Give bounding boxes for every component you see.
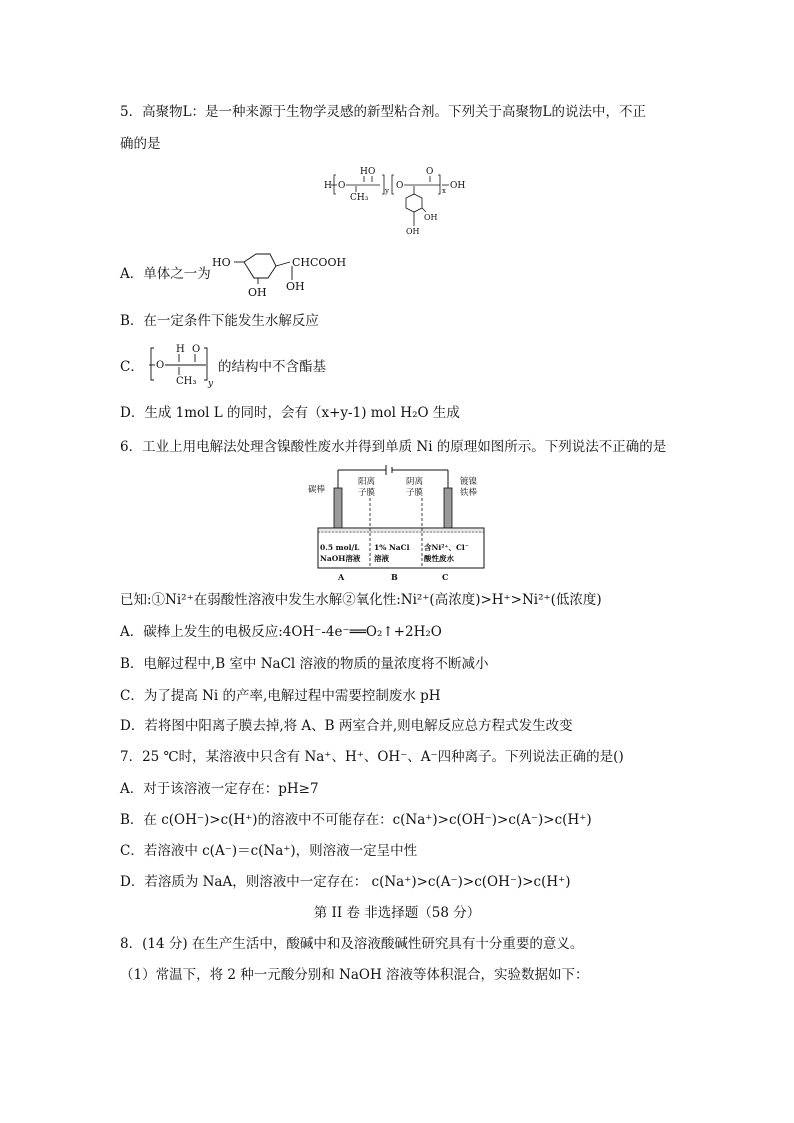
polymer-x: x	[442, 187, 446, 195]
polymer-structure	[320, 160, 480, 240]
q6-option-b: B．电解过程中,B 室中 NaCl 溶液的物质的量浓度将不断减小	[120, 656, 489, 672]
q7-option-a: A．对于该溶液一定存在：pH≥7	[120, 781, 319, 797]
label-anion-membrane-2: 子膜	[406, 488, 424, 498]
polymer-oh-ring2: OH	[406, 227, 420, 236]
frag-o2: O	[192, 344, 201, 355]
label-carbon-rod: 碳棒	[308, 485, 326, 495]
q7-option-d: D．若溶质为 NaA，则溶液中一定存在： c(Na⁺)>c(A⁻)>c(OH⁻)>c(H⁺)	[120, 874, 571, 890]
frag-o1: O	[156, 360, 165, 371]
polymer-oh-ring1: OH	[424, 213, 438, 222]
q6-option-a: A．碳棒上发生的电极反应:4OH⁻-4e⁻══O₂↑+2H₂O	[120, 624, 442, 640]
cell-b-line1: 1% NaCl	[374, 543, 410, 552]
q5-option-c-prefix: C．	[120, 359, 144, 375]
q5-stem-line2: 确的是	[120, 136, 161, 152]
polymer-ch3: CH₃	[350, 193, 369, 203]
q5-stem-line1: 5．高聚物L：是一种来源于生物学灵感的新型粘合剂。下列关于高聚物L的说法中，不正	[120, 104, 647, 120]
label-nickel-rod-1: 镀镍	[460, 477, 478, 487]
cell-label-c: C	[442, 572, 449, 582]
q7-option-b: B．在 c(OH⁻)>c(H⁺)的溶液中不可能存在：c(Na⁺)>c(OH⁻)>c(A⁻)>c(H⁺)	[120, 812, 592, 828]
monomer-oh-side: OH	[286, 280, 305, 293]
frag-h: H	[176, 344, 185, 355]
polymer-o3: O	[396, 181, 404, 191]
polymer-o4: O	[426, 167, 434, 177]
monomer-ho: HO	[212, 256, 231, 269]
q6-option-c: C．为了提高 Ni 的产率,电解过程中需要控制废水 pH	[120, 688, 441, 704]
q5-option-b: B．在一定条件下能发生水解反应	[120, 313, 319, 329]
section-2-title: 第 II 卷 非选择题（58 分）	[313, 905, 481, 921]
polymer-o1: O	[338, 181, 346, 191]
fragment-structure	[148, 340, 218, 390]
q7-stem: 7．25 ℃时，某溶液中只含有 Na⁺、H⁺、OH⁻、A⁻四种离子。下列说法正确的是()	[120, 749, 624, 765]
q5-option-a: A．单体之一为	[120, 266, 211, 282]
label-nickel-rod-2: 铁棒	[460, 488, 478, 498]
label-cation-membrane-1: 阳离	[358, 477, 376, 487]
cell-c-line1: 含Ni²⁺、Cl⁻	[424, 543, 469, 552]
label-anion-membrane-1: 阴离	[406, 477, 424, 487]
q8-stem: 8．(14 分) 在生产生活中，酸碱中和及溶液酸碱性研究具有十分重要的意义。	[120, 936, 584, 952]
q6-stem: 6．工业上用电解法处理含镍酸性废水并得到单质 Ni 的原理如图所示。下列说法不正确的是	[120, 439, 667, 455]
cell-label-b: B	[391, 572, 398, 582]
polymer-h2: H	[360, 167, 368, 177]
cell-c-line2: 酸性废水	[424, 554, 454, 563]
monomer-structure	[210, 244, 350, 300]
q6-known: 已知:①Ni²⁺在弱酸性溶液中发生水解②氧化性:Ni²⁺(高浓度)>H⁺>Ni²⁺(低浓度)	[120, 592, 602, 608]
cell-b-line2: 溶液	[374, 554, 389, 563]
q6-option-d: D．若将图中阳离子膜去掉,将 A、B 两室合并,则电解反应总方程式发生改变	[120, 718, 573, 734]
polymer-h: H	[324, 181, 332, 191]
q5-option-c-suffix: 的结构中不含酯基	[218, 359, 326, 375]
polymer-o2: O	[368, 167, 376, 177]
monomer-oh-ring: OH	[248, 286, 267, 299]
label-cation-membrane-2: 子膜	[358, 488, 376, 498]
polymer-oh: OH	[450, 181, 466, 191]
frag-ch3: CH₃	[176, 376, 197, 387]
q8-sub1: （1）常温下，将 2 种一元酸分别和 NaOH 溶液等体积混合，实验数据如下：	[120, 967, 589, 983]
cell-label-a: A	[338, 572, 345, 582]
monomer-chcooh: CHCOOH	[292, 256, 347, 269]
polymer-y: y	[385, 187, 389, 195]
cell-a-line2: NaOH溶液	[320, 554, 361, 563]
frag-y: y	[208, 379, 214, 389]
electrolysis-diagram	[300, 462, 500, 586]
q7-option-c: C．若溶液中 c(A⁻)＝c(Na⁺)，则溶液一定呈中性	[120, 843, 418, 859]
q5-option-d: D．生成 1mol L 的同时，会有（x+y-1) mol H₂O 生成	[120, 405, 460, 421]
cell-a-line1: 0.5 mol/L	[320, 543, 360, 552]
